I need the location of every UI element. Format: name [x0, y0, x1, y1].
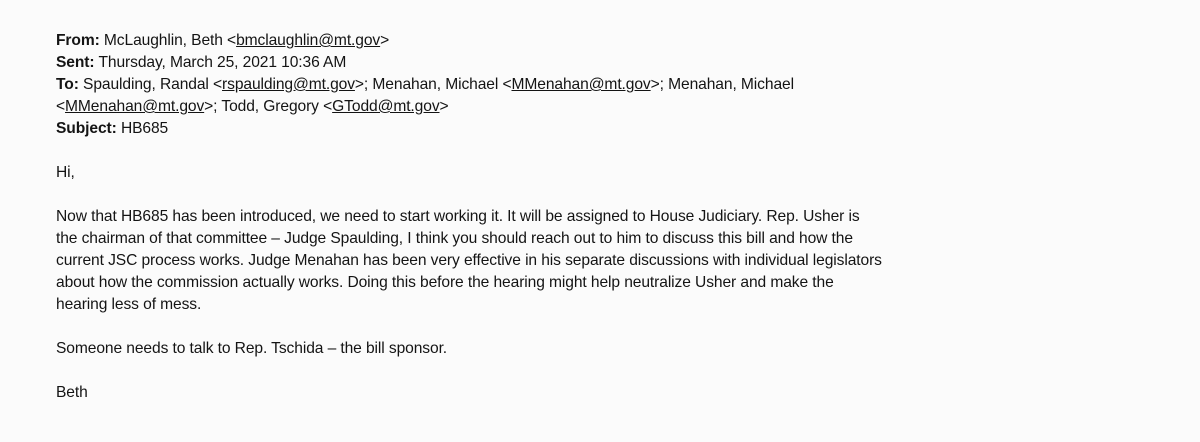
subject-label: Subject:	[56, 120, 117, 137]
from-line: From: McLaughlin, Beth <bmclaughlin@mt.gov>	[56, 32, 390, 49]
from-name: McLaughlin, Beth	[103, 32, 223, 49]
second-paragraph: Someone needs to talk to Rep. Tschida – the bill sponsor.	[56, 340, 448, 357]
body-paragraph	[56, 206, 1156, 316]
greeting: Hi,	[56, 164, 75, 181]
subject-line	[56, 118, 1156, 140]
to-recipient-name: Spaulding, Randal	[83, 76, 209, 93]
to-recipient-name: Menahan, Michael	[372, 76, 499, 93]
subject-value: HB685	[120, 120, 169, 137]
signature: Beth	[56, 384, 88, 401]
body-line: hearing less of mess.	[56, 296, 202, 313]
spacer	[56, 316, 1156, 338]
to-line: To: Spaulding, Randal <rspaulding@mt.gov>; Menahan, Michael <MMenahan@mt.gov>; Menahan, Michael	[56, 76, 794, 93]
body-line: the chairman of that committee – Judge Spaulding, I think you should reach out to him to discuss this bill and how the	[56, 230, 853, 247]
to-recipient-email-link[interactable]: GTodd@mt.gov	[332, 98, 440, 115]
spacer	[56, 184, 1156, 206]
body-line: Now that HB685 has been introduced, we need to start working it. It will be assigned to House Judiciary. Rep. Usher is	[56, 208, 860, 225]
to-label: To:	[56, 76, 79, 93]
to-recipient-name: Menahan, Michael	[668, 76, 794, 93]
spacer	[56, 360, 1156, 382]
sent-value: Thursday, March 25, 2021 10:36 AM	[98, 54, 347, 71]
body-line: about how the commission actually works. Doing this before the hearing might help neutralize Usher and make the	[56, 274, 834, 291]
to-recipient-email-link[interactable]: rspaulding@mt.gov	[222, 76, 355, 93]
from-email-link[interactable]: bmclaughlin@mt.gov	[236, 32, 381, 49]
from-label: From:	[56, 32, 100, 49]
to-recipient-name: Todd, Gregory	[221, 98, 319, 115]
to-recipient-email-link[interactable]: MMenahan@mt.gov	[65, 98, 205, 115]
body-line: current JSC process works. Judge Menahan has been very effective in his separate discussions with individual legislators	[56, 252, 882, 269]
spacer	[56, 140, 1156, 162]
to-line-continued: <MMenahan@mt.gov>; Todd, Gregory <GTodd@mt.gov>	[56, 98, 449, 115]
to-recipient-email-link[interactable]: MMenahan@mt.gov	[511, 76, 651, 93]
email-document	[56, 30, 1156, 404]
sent-line	[56, 52, 1156, 74]
sent-label: Sent:	[56, 54, 95, 71]
